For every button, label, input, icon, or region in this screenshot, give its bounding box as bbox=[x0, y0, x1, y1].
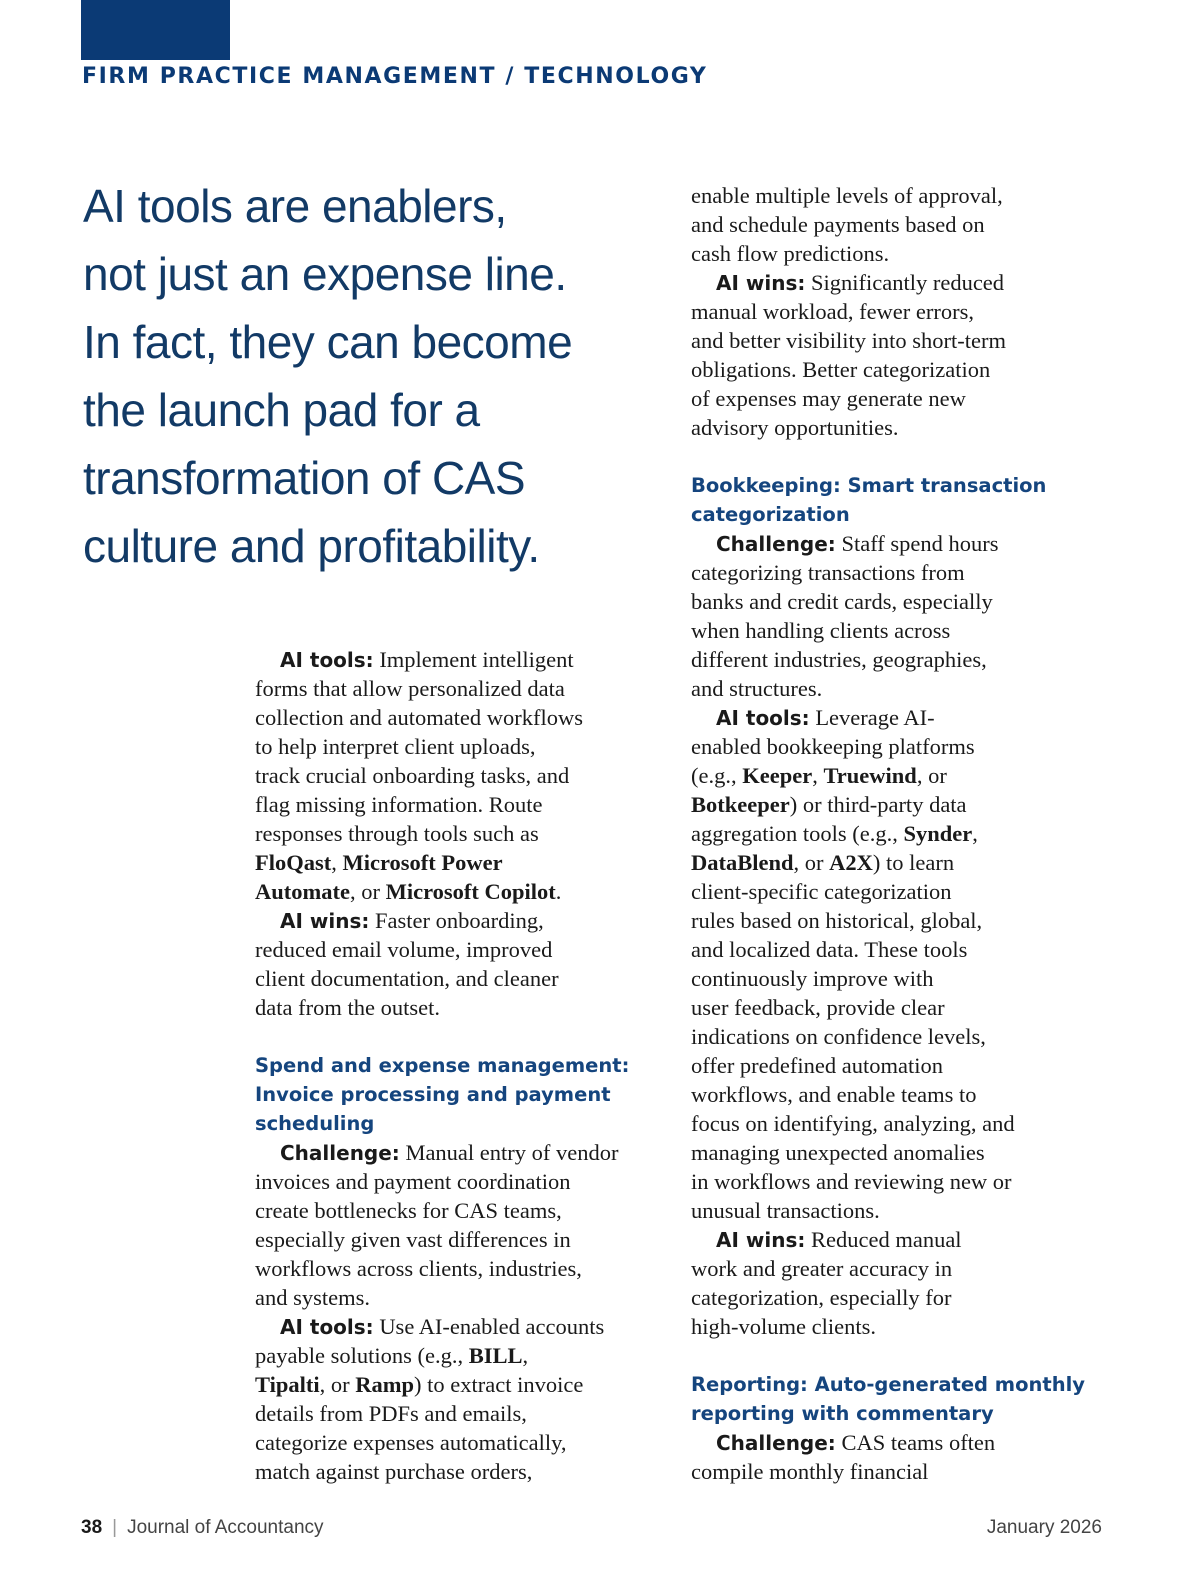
body-line: different industries, geographies, bbox=[691, 647, 987, 672]
body-line: when handling clients across bbox=[691, 618, 951, 643]
body-line: indications on confidence levels, bbox=[691, 1024, 986, 1049]
body-line: and localized data. These tools bbox=[691, 937, 968, 962]
body-line: (e.g., Keeper, Truewind, or bbox=[691, 763, 947, 788]
body-text: ) to learn bbox=[872, 850, 955, 875]
product-name: Microsoft Power bbox=[342, 850, 503, 875]
body-text: ) to extract invoice bbox=[414, 1372, 584, 1397]
body-line: workflows, and enable teams to bbox=[691, 1082, 977, 1107]
body-text: Implement intelligent bbox=[373, 647, 574, 672]
product-name: Ramp bbox=[355, 1372, 415, 1397]
ai-wins-label: AI wins: bbox=[280, 909, 370, 933]
body-line: and structures. bbox=[691, 676, 823, 701]
body-line bbox=[255, 848, 675, 877]
body-line: and systems. bbox=[255, 1285, 370, 1310]
body-line: in workflows and reviewing new or bbox=[691, 1169, 1012, 1194]
body-text: , or bbox=[349, 879, 386, 904]
ai-tools-label: AI tools: bbox=[716, 706, 810, 730]
subheading-reporting: reporting with commentary bbox=[691, 1402, 994, 1425]
body-line: enabled bookkeeping platforms bbox=[691, 734, 975, 759]
pull-quote-line: AI tools are enablers, bbox=[83, 180, 507, 232]
paragraph-gap bbox=[691, 1341, 1111, 1370]
body-text: Significantly reduced bbox=[805, 270, 1005, 295]
page-number: 38 bbox=[81, 1517, 103, 1538]
challenge-label: Challenge: bbox=[716, 532, 836, 556]
body-line: focus on identifying, analyzing, and bbox=[691, 1111, 1015, 1136]
body-text: payable solutions (e.g., bbox=[255, 1343, 469, 1368]
page-footer bbox=[81, 1517, 1102, 1539]
body-line: data from the outset. bbox=[255, 995, 440, 1020]
body-line: obligations. Better categorization bbox=[691, 357, 991, 382]
body-line: unusual transactions. bbox=[691, 1198, 880, 1223]
body-line: collection and automated workflows bbox=[255, 705, 584, 730]
body-line bbox=[691, 819, 1111, 848]
ai-tools-label: AI tools: bbox=[280, 648, 374, 672]
ai-wins-label: AI wins: bbox=[716, 1228, 806, 1252]
body-text: , bbox=[972, 821, 978, 846]
challenge-label: Challenge: bbox=[280, 1141, 400, 1165]
product-name: Keeper bbox=[742, 763, 813, 788]
body-line bbox=[255, 1370, 675, 1399]
body-line: user feedback, provide clear bbox=[691, 995, 945, 1020]
body-line: especially given vast differences in bbox=[255, 1227, 571, 1252]
body-line: banks and credit cards, especially bbox=[691, 589, 993, 614]
product-name: Tipalti bbox=[255, 1372, 320, 1397]
body-line bbox=[255, 645, 675, 674]
body-line: advisory opportunities. bbox=[691, 415, 899, 440]
pull-quote bbox=[83, 172, 643, 580]
body-line: offer predefined automation bbox=[691, 1053, 943, 1078]
body-line: details from PDFs and emails, bbox=[255, 1401, 527, 1426]
paragraph-gap bbox=[255, 1022, 675, 1051]
body-line: match against purchase orders, bbox=[255, 1459, 533, 1484]
section-label: FIRM PRACTICE MANAGEMENT / TECHNOLOGY bbox=[82, 64, 708, 89]
body-text: , bbox=[331, 850, 337, 875]
body-line: to help interpret client uploads, bbox=[255, 734, 536, 759]
body-line bbox=[255, 1138, 675, 1167]
body-line bbox=[691, 529, 1111, 558]
body-text: , bbox=[812, 763, 818, 788]
body-text: Staff spend hours bbox=[835, 531, 999, 556]
pull-quote-line: not just an expense line. bbox=[83, 248, 567, 300]
body-text: Use AI-enabled accounts bbox=[373, 1314, 605, 1339]
issue-date: January 2026 bbox=[986, 1517, 1102, 1538]
body-line: reduced email volume, improved bbox=[255, 937, 553, 962]
body-text: CAS teams often bbox=[835, 1430, 996, 1455]
pull-quote-line: the launch pad for a bbox=[83, 384, 480, 436]
body-line: flag missing information. Route bbox=[255, 792, 543, 817]
body-line: create bottlenecks for CAS teams, bbox=[255, 1198, 562, 1223]
body-line: compile monthly financial bbox=[691, 1459, 929, 1484]
publication-name: Journal of Accountancy bbox=[127, 1517, 324, 1538]
product-name: Automate bbox=[255, 879, 350, 904]
body-line: responses through tools such as bbox=[255, 821, 539, 846]
product-name: Botkeeper bbox=[691, 792, 790, 817]
body-text: Faster onboarding, bbox=[369, 908, 544, 933]
article-column-middle bbox=[255, 645, 675, 1486]
section-color-bar bbox=[81, 0, 230, 60]
product-name: A2X bbox=[829, 850, 873, 875]
body-line bbox=[255, 877, 675, 906]
body-line: categorize expenses automatically, bbox=[255, 1430, 567, 1455]
body-text: Manual entry of vendor bbox=[399, 1140, 619, 1165]
body-line: categorizing transactions from bbox=[691, 560, 965, 585]
body-line bbox=[691, 1428, 1111, 1457]
body-line bbox=[691, 703, 1111, 732]
body-text: aggregation tools (e.g., bbox=[691, 821, 904, 846]
footer-separator: | bbox=[112, 1517, 118, 1538]
body-line bbox=[691, 848, 1111, 877]
product-name: Synder bbox=[903, 821, 973, 846]
body-line: track crucial onboarding tasks, and bbox=[255, 763, 570, 788]
subheading-bookkeeping: Bookkeeping: Smart transaction bbox=[691, 474, 1047, 497]
body-text: Reduced manual bbox=[805, 1227, 962, 1252]
pull-quote-line: transformation of CAS bbox=[83, 452, 526, 504]
article-column-right bbox=[691, 181, 1111, 1486]
body-line bbox=[255, 1341, 675, 1370]
body-line bbox=[255, 1312, 675, 1341]
body-line: managing unexpected anomalies bbox=[691, 1140, 985, 1165]
body-line: categorization, especially for bbox=[691, 1285, 952, 1310]
body-text: , or bbox=[319, 1372, 356, 1397]
pull-quote-line: culture and profitability. bbox=[83, 520, 540, 572]
subheading-bookkeeping: categorization bbox=[691, 503, 850, 526]
body-line: client documentation, and cleaner bbox=[255, 966, 559, 991]
subheading-spend: Invoice processing and payment bbox=[255, 1083, 611, 1106]
body-line: and better visibility into short-term bbox=[691, 328, 1006, 353]
body-line: cash flow predictions. bbox=[691, 241, 890, 266]
body-text: (e.g., bbox=[691, 763, 743, 788]
body-text: Leverage AI- bbox=[809, 705, 935, 730]
body-line: forms that allow personalized data bbox=[255, 676, 565, 701]
body-line bbox=[255, 906, 675, 935]
product-name: DataBlend bbox=[691, 850, 794, 875]
body-line: continuously improve with bbox=[691, 966, 934, 991]
body-line: manual workload, fewer errors, bbox=[691, 299, 975, 324]
body-line: enable multiple levels of approval, bbox=[691, 183, 1003, 208]
body-line: client-specific categorization bbox=[691, 879, 952, 904]
paragraph-gap bbox=[691, 442, 1111, 471]
pull-quote-line: In fact, they can become bbox=[83, 316, 573, 368]
product-name: BILL bbox=[468, 1343, 523, 1368]
subheading-spend: scheduling bbox=[255, 1112, 375, 1135]
body-line: of expenses may generate new bbox=[691, 386, 966, 411]
body-line: rules based on historical, global, bbox=[691, 908, 983, 933]
body-text: , bbox=[916, 763, 923, 788]
product-name: Microsoft Copilot bbox=[385, 879, 556, 904]
body-text: . bbox=[555, 879, 562, 904]
body-text: , or bbox=[793, 850, 830, 875]
body-line: workflows across clients, industries, bbox=[255, 1256, 582, 1281]
ai-wins-label: AI wins: bbox=[716, 271, 806, 295]
body-line bbox=[691, 790, 1111, 819]
body-text: , bbox=[522, 1343, 529, 1368]
body-line: invoices and payment coordination bbox=[255, 1169, 571, 1194]
body-line: work and greater accuracy in bbox=[691, 1256, 953, 1281]
body-line: and schedule payments based on bbox=[691, 212, 985, 237]
product-name: FloQast bbox=[255, 850, 332, 875]
body-line bbox=[691, 268, 1111, 297]
body-line: high-volume clients. bbox=[691, 1314, 876, 1339]
subheading-reporting: Reporting: Auto-generated monthly bbox=[691, 1373, 1085, 1396]
ai-tools-label: AI tools: bbox=[280, 1315, 374, 1339]
body-text: ) or third-party data bbox=[789, 792, 967, 817]
body-line bbox=[691, 1225, 1111, 1254]
product-name: Truewind bbox=[823, 763, 917, 788]
subheading-spend: Spend and expense management: bbox=[255, 1054, 630, 1077]
challenge-label: Challenge: bbox=[716, 1431, 836, 1455]
